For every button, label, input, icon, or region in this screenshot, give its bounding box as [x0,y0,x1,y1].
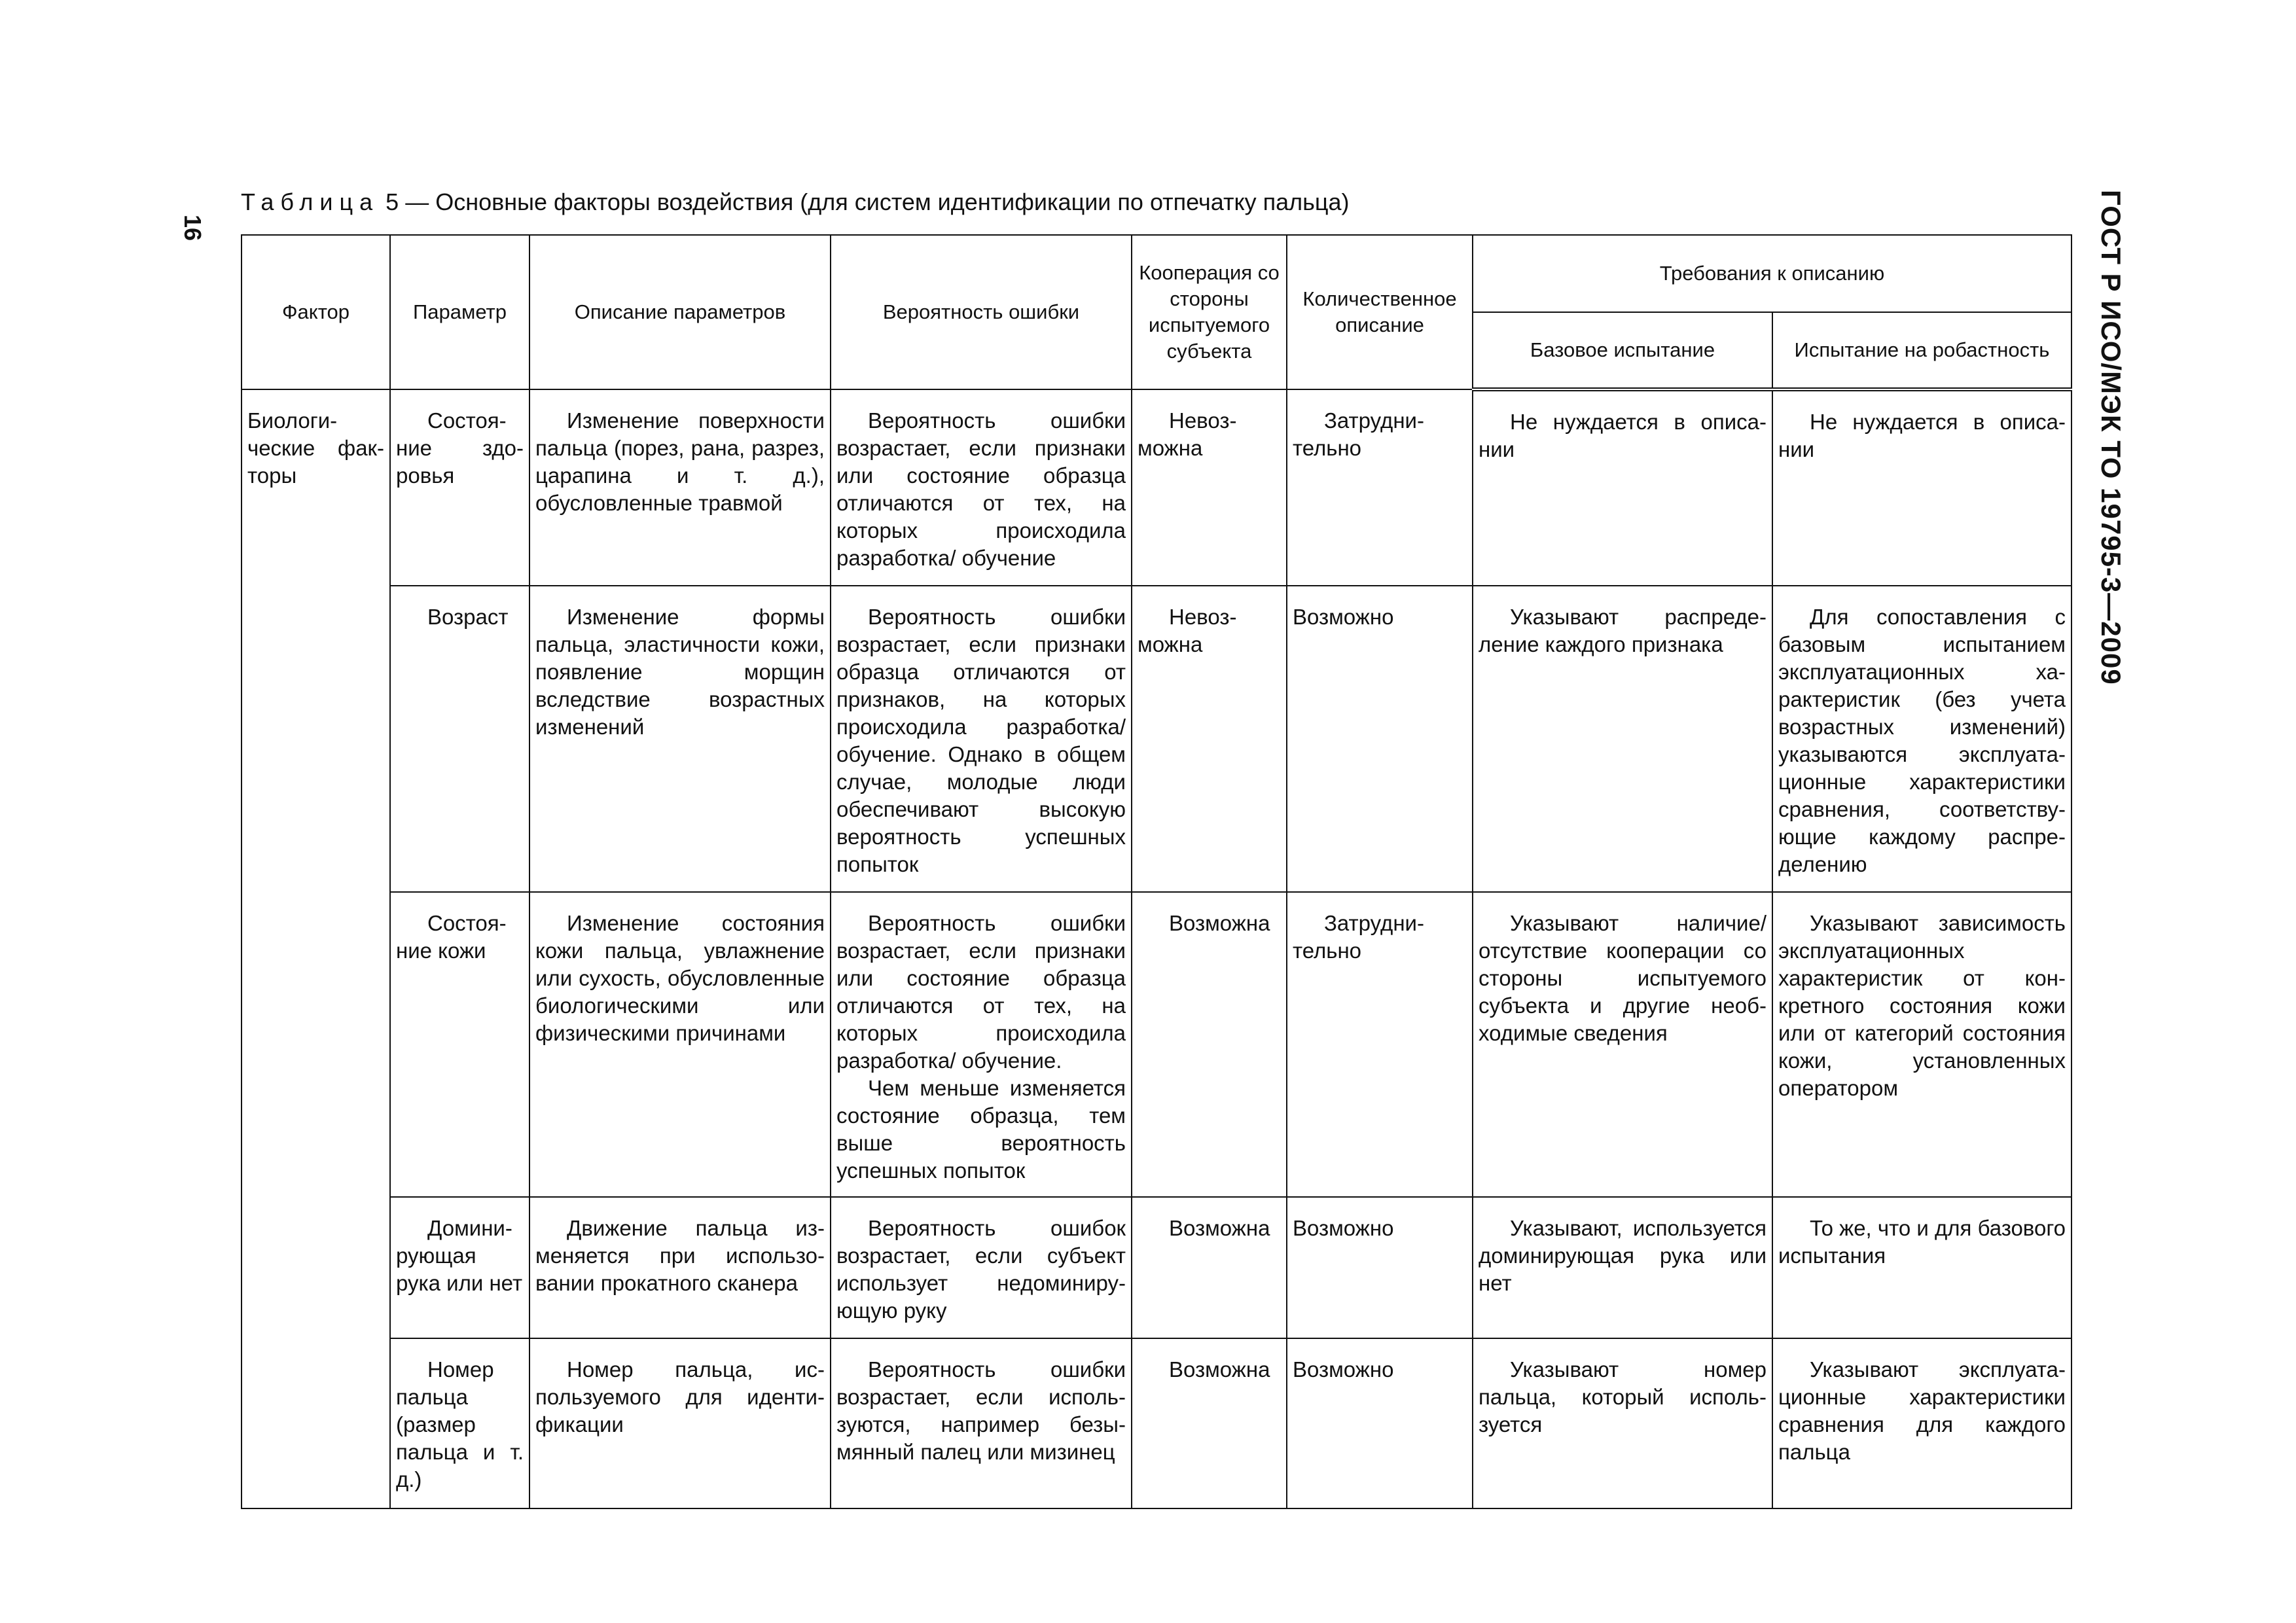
factors-table [241,234,2072,1509]
document-code: ГОСТ Р ИСО/МЭК ТО 19795-3—2009 [2096,190,2126,685]
page-number: 16 [179,214,206,241]
base-test-cell: Указывают распределение каждого признака [1473,586,1772,892]
description-cell: Изменение состояния кожи пальца, увлажнение или сухость, обусловленные биологическими или физическими причинами [529,892,831,1197]
header-factor: Фактор [242,235,390,389]
header-cooperation: Кооперация со стороны испытуемого субъекта [1132,235,1287,389]
table-caption-label: Таблица [241,188,380,215]
parameter-cell: Доминирующая рука или нет [390,1197,529,1338]
error-probability-paragraph-2: Чем меньше изменяется состояние образца, тем выше вероятность успешных попыток [836,1076,1126,1183]
error-probability-cell: Вероятность ошибок возрастает, если субъект использует недоминирующую руку [831,1197,1132,1338]
cooperation-cell: Возможна [1132,1338,1287,1508]
robustness-test-cell: Указывают зависимость эксплуатационных характеристик от конкретного состояния кожи или от категорий состояния кожи, установленных оператором [1772,892,2072,1197]
error-probability-cell: Вероятность ошибки возрастает, если признаки или состояние образца отличаются от тех, на которых происходила разработка/ обучение [831,389,1132,586]
table-caption-text: 5 — Основные факторы воздействия (для систем идентификации по отпечатку пальца) [386,188,1350,215]
base-test-cell: Указывают номер пальца, который используется [1473,1338,1772,1508]
base-test-cell: Указывают наличие/ отсутствие кооперации со стороны испытуемого субъекта и другие необходимые сведения [1473,892,1772,1197]
parameter-cell: Состояние здоровья [390,389,529,586]
table-row [242,1197,2072,1338]
header-robustness-test: Испытание на робастность [1772,312,2072,389]
quantitative-cell: Возможно [1287,586,1473,892]
header-base-test: Базовое испытание [1473,312,1772,389]
quantitative-cell: Затруднительно [1287,892,1473,1197]
robustness-test-cell: Не нуждается в описании [1772,389,2072,586]
error-probability-cell: Вероятность ошибки возрастает, если признаки образца отличаются от признаков, на которых происходила разработка/ обучение. Однако в общем случае, молодые люди обеспечивают высокую вероятность успешных попыток [831,586,1132,892]
table-caption [241,188,1350,216]
header-error-probability: Вероятность ошибки [831,235,1132,389]
description-cell: Номер пальца, используемого для идентификации [529,1338,831,1508]
header-description: Описание параметров [529,235,831,389]
table-row [242,389,2072,586]
document-code-container [2085,190,2137,687]
error-probability-cell [831,892,1132,1197]
header-requirements: Требования к описанию [1473,235,2072,312]
cooperation-cell: Невозможна [1132,586,1287,892]
cooperation-cell: Возможна [1132,892,1287,1197]
base-test-cell: Не нуждается в описании [1473,389,1772,586]
cooperation-cell: Возможна [1132,1197,1287,1338]
description-cell: Движение пальца изменяется при использовании прокатного сканера [529,1197,831,1338]
error-probability-paragraph: Вероятность ошибки возрастает, если признаки или состояние образца отличаются от тех, на которых происходила разработка/ обучение. [836,911,1126,1073]
quantitative-cell: Возможно [1287,1338,1473,1508]
robustness-test-cell: Для сопоставления с базовым испытанием эксплуатационных характеристик (без учета возрастных изменений) указываются эксплуатационные характеристики сравнения, соответствующие каждому распределению [1772,586,2072,892]
base-test-cell: Указывают, используется доминирующая рука или нет [1473,1197,1772,1338]
cooperation-cell: Невозможна [1132,389,1287,586]
robustness-test-cell: Указывают эксплуатационные характеристики сравнения для каждого пальца [1772,1338,2072,1508]
table-row [242,1338,2072,1508]
parameter-cell: Состояние кожи [390,892,529,1197]
robustness-test-cell: То же, что и для базового испытания [1772,1197,2072,1338]
description-cell: Изменение формы пальца, эластичности кожи, появление морщин вследствие возрастных изменений [529,586,831,892]
error-probability-cell: Вероятность ошибки возрастает, если используются, например безымянный палец или мизинец [831,1338,1132,1508]
header-parameter: Параметр [390,235,529,389]
parameter-cell: Номер пальца (размер пальца и т. д.) [390,1338,529,1508]
factor-cell: Биологические факторы [242,389,390,1508]
table-row [242,892,2072,1197]
description-cell: Изменение поверхности пальца (порез, рана, разрез, царапина и т. д.), обусловленные травмой [529,389,831,586]
quantitative-cell: Возможно [1287,1197,1473,1338]
table-row [242,586,2072,892]
parameter-cell: Возраст [390,586,529,892]
header-quantitative: Количественное описание [1287,235,1473,389]
quantitative-cell: Затруднительно [1287,389,1473,586]
